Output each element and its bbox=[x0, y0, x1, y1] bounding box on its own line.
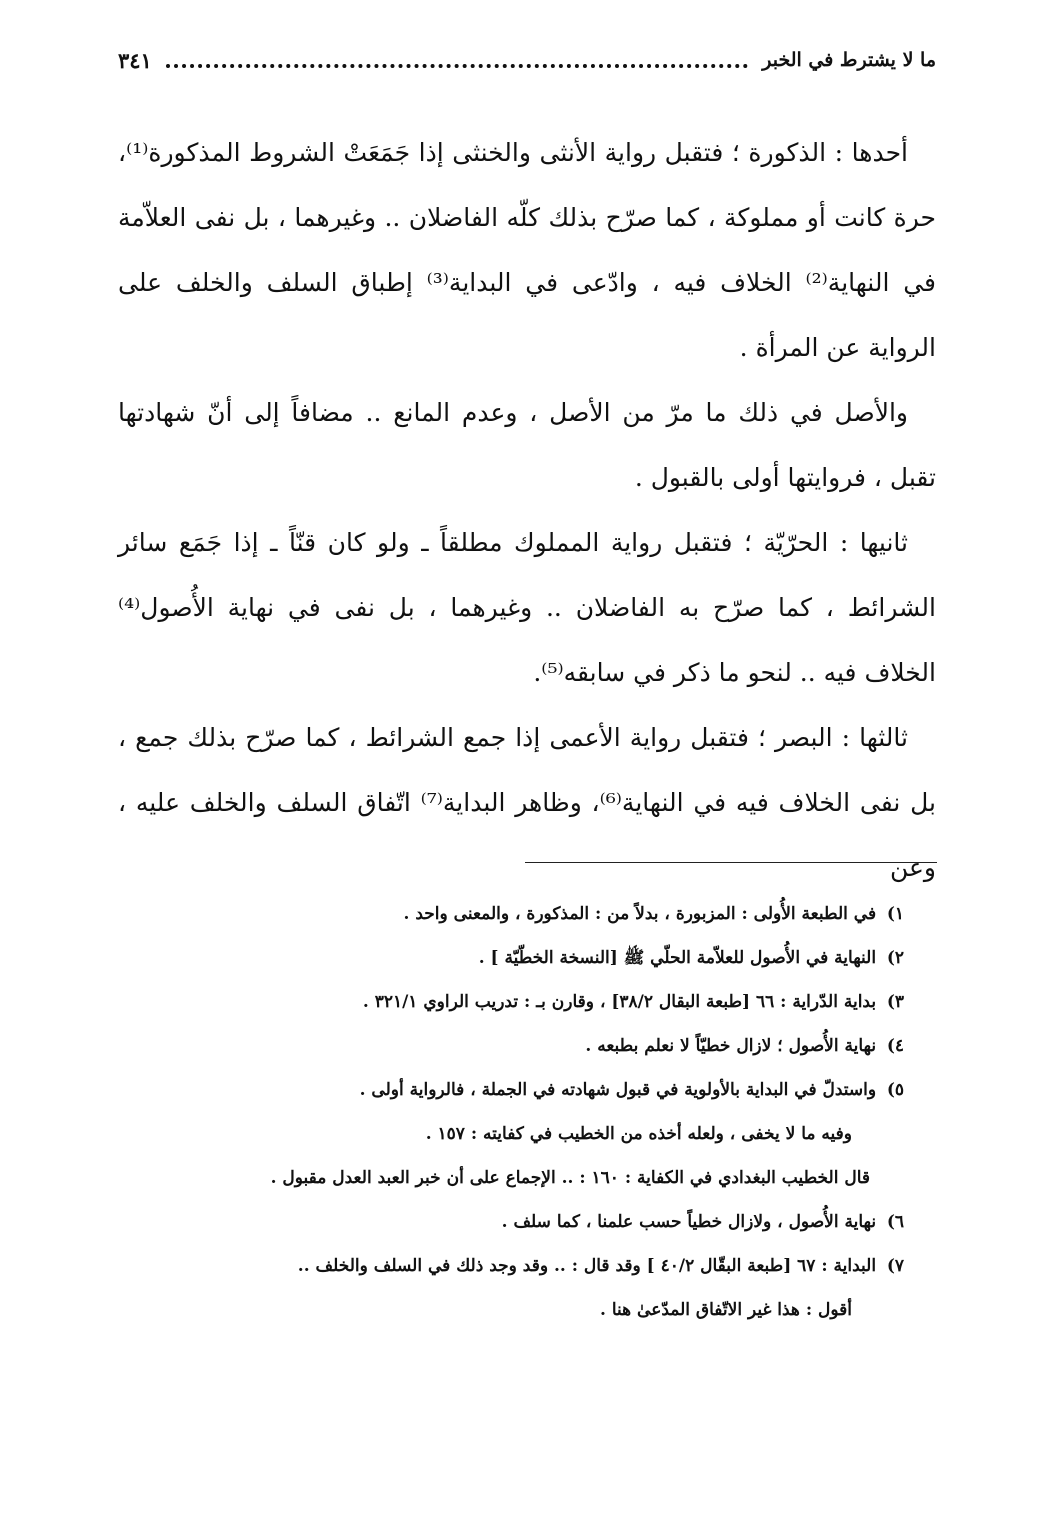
paragraph-1: أحدها : الذكورة ؛ فتقبل رواية الأنثى والخنثى إذا جَمَعَتْ الشروط المذكورة⁽¹⁾، حرة كانت أو مملوكة ، كما صرّح بذلك كلّه الفاضلان .. وغيرهما ، بل نفى العلاّمة في النهاية⁽²⁾ الخلاف فيه ، وادّعى في البداية⁽³⁾ إطباق السلف والخلف على الرواية عن المرأة . bbox=[118, 138, 936, 362]
footnote-4 bbox=[150, 1024, 904, 1068]
footnotes bbox=[150, 892, 904, 1332]
footnote-text: نهاية الأُصول ؛ لازال خطيّاً لا نعلم بطبعه . bbox=[585, 1036, 877, 1056]
footnote-number: ٧) bbox=[886, 1256, 904, 1276]
footnote-7 bbox=[150, 1244, 904, 1288]
footnote-text: البداية : ٦٧ [طبعة البقّال ٤٠/٢ ] وقد قال : .. وقد وجد ذلك في السلف والخلف .. bbox=[297, 1256, 877, 1276]
page-number: ٣٤١ bbox=[118, 47, 152, 73]
footnote-5-continuation-2 bbox=[150, 1156, 904, 1200]
running-header bbox=[118, 40, 936, 80]
footnote-5-continuation bbox=[150, 1112, 904, 1156]
footnote-text: في الطبعة الأُولى : المزبورة ، بدلاً من : المذكورة ، والمعنى واحد . bbox=[403, 904, 877, 924]
footnote-3 bbox=[150, 980, 904, 1024]
footnote-text: قال الخطيب البغدادي في الكفاية : ١٦٠ : .. الإجماع على أن خبر العبد العدل مقبول . bbox=[270, 1168, 870, 1188]
footnote-5 bbox=[150, 1068, 904, 1112]
paragraph-3: ثانيها : الحرّيّة ؛ فتقبل رواية المملوك مطلقاً ـ ولو كان قنّاً ـ إذا جَمَع سائر الشرائط ، كما صرّح به الفاضلان .. وغيرهما ، بل نفى في نهاية الأُصول⁽⁴⁾ الخلاف فيه .. لنحو ما ذكر في سابقه⁽⁵⁾. bbox=[118, 528, 936, 687]
footnote-number: ١) bbox=[886, 904, 904, 924]
paragraph-2: والأصل في ذلك ما مرّ من الأصل ، وعدم المانع .. مضافاً إلى أنّ شهادتها تقبل ، فروايتها أولى بالقبول . bbox=[118, 398, 936, 492]
header-dot-leader bbox=[166, 64, 748, 68]
footnote-text: نهاية الأُصول ، ولازال خطياً حسب علمنا ، كما سلف . bbox=[501, 1212, 877, 1232]
footnote-text: واستدلّ في البداية بالأولوية في قبول شهادته في الجملة ، فالرواية أولى . bbox=[359, 1080, 877, 1100]
chapter-title: ما لا يشترط في الخبر bbox=[762, 49, 936, 71]
footnote-7-continuation bbox=[150, 1288, 904, 1332]
footnote-number: ٢) bbox=[886, 948, 904, 968]
footnote-number: ٤) bbox=[886, 1036, 904, 1056]
footnote-text: بداية الدّراية : ٦٦ [طبعة البقال ٣٨/٢] ، وقارن بـ : تدريب الراوي ٣٢١/١ . bbox=[362, 992, 877, 1012]
footnote-text: النهاية في الأُصول للعلاّمة الحلّي ﷺ [النسخة الخطّيّة ] . bbox=[478, 948, 877, 968]
footnote-text: أقول : هذا غير الاتّفاق المدّعىٰ هنا . bbox=[600, 1300, 852, 1320]
footnote-2 bbox=[150, 936, 904, 980]
footnote-number: ٥) bbox=[886, 1080, 904, 1100]
footnote-separator bbox=[525, 862, 937, 863]
footnote-number: ٦) bbox=[886, 1212, 904, 1232]
footnote-1 bbox=[150, 892, 904, 936]
main-text bbox=[118, 120, 936, 900]
paragraph-4: ثالثها : البصر ؛ فتقبل رواية الأعمى إذا جمع الشرائط ، كما صرّح بذلك جمع ، بل نفى الخلاف فيه في النهاية⁽⁶⁾، وظاهر البداية⁽⁷⁾ اتّفاق السلف والخلف عليه ، وعن bbox=[118, 723, 936, 882]
footnote-text: وفيه ما لا يخفى ، ولعله أخذه من الخطيب في كفايته : ١٥٧ . bbox=[425, 1124, 852, 1144]
footnote-6 bbox=[150, 1200, 904, 1244]
footnote-number: ٣) bbox=[886, 992, 904, 1012]
